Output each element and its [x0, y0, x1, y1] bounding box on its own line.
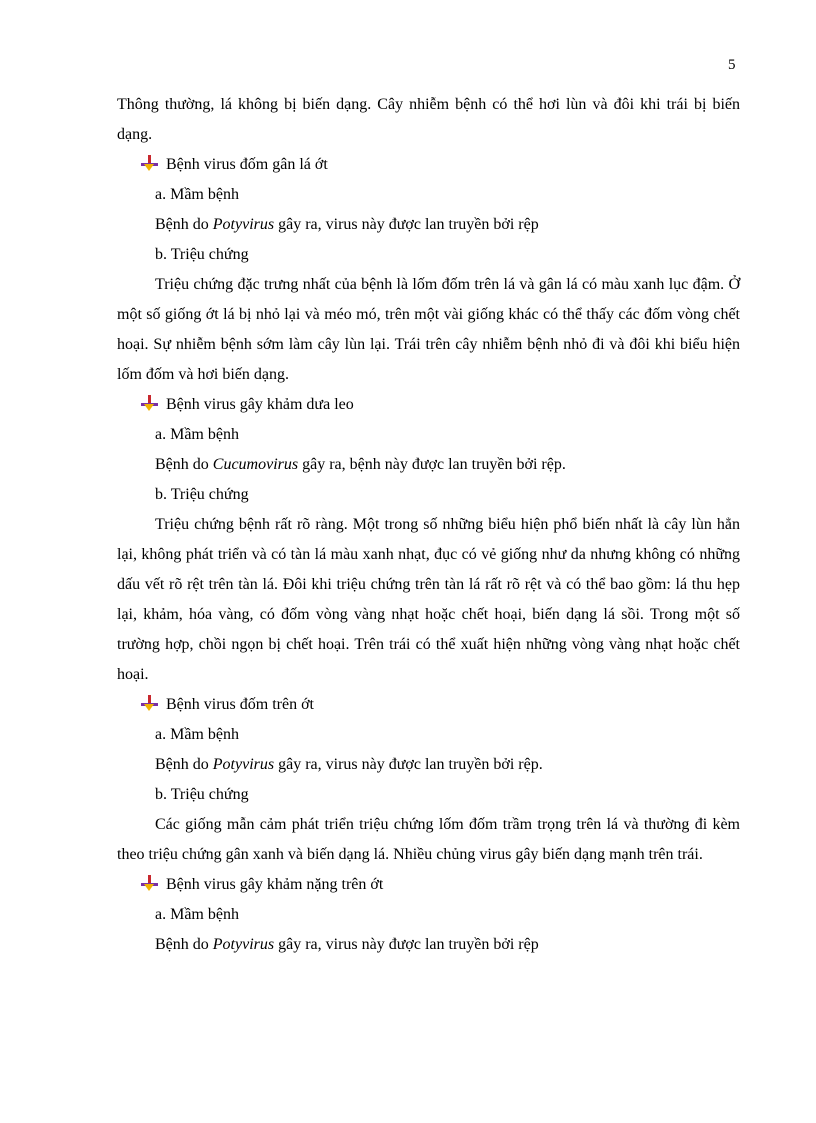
subheading-pathogen: a. Mầm bệnh: [155, 186, 239, 203]
arrow-down-bullet-icon: [141, 155, 158, 171]
subheading-pathogen: a. Mầm bệnh: [155, 426, 239, 443]
pathogen-text: Bệnh do Potyvirus gây ra, virus này được lan truyền bởi rệp: [155, 216, 539, 233]
subheading-symptoms: b. Triệu chứng: [155, 246, 249, 263]
arrow-down-bullet-icon: [141, 875, 158, 891]
virus-genus-name: Potyvirus: [212, 756, 275, 773]
symptoms-paragraph: Triệu chứng bệnh rất rõ ràng. Một trong số những biểu hiện phổ biến nhất là cây lùn hẳn lại, không phát triển và có tàn lá màu xanh nhạt, đục có vẻ giống như da nhưng không có những dấu vết rõ rệt trên tàn lá. Đôi khi triệu chứng trên tàn lá rất rõ rệt và có thể bao gồm: lá thu hẹp lại, khảm, hóa vàng, có đốm vòng vàng nhạt hoặc chết hoại, biến dạng lá sồi. Trong một số trường hợp, chồi ngọn bị chết hoại. Trên trái có thể xuất hiện những vòng vàng nhạt hoặc chết hoại.: [117, 516, 740, 683]
page-number: 5: [728, 57, 736, 73]
subheading-pathogen: a. Mầm bệnh: [155, 726, 239, 743]
paragraph-intro: Thông thường, lá không bị biến dạng. Cây nhiễm bệnh có thể hơi lùn và đôi khi trái bị biến dạng.: [117, 96, 740, 143]
pathogen-text: Bệnh do Potyvirus gây ra, virus này được lan truyền bởi rệp: [155, 936, 539, 953]
virus-genus-name: Cucumovirus: [212, 456, 299, 473]
section-heading-pepper-mottle: Bệnh virus đốm trên ớt: [117, 690, 740, 720]
arrow-down-bullet-icon: [141, 695, 158, 711]
pathogen-text: Bệnh do Potyvirus gây ra, virus này được lan truyền bởi rệp.: [155, 756, 543, 773]
symptoms-paragraph: Triệu chứng đặc trưng nhất của bệnh là lốm đốm trên lá và gân lá có màu xanh lục đậm. Ở một số giống ớt lá bị nhỏ lại và méo mó, trên một vài giống khác có thể thấy các đốm vòng chết hoại. Sự nhiễm bệnh sớm làm cây lùn lại. Trái trên cây nhiễm bệnh nhỏ đi và đôi khi biểu hiện lốm đốm và hơi biến dạng.: [117, 276, 740, 383]
pathogen-text: Bệnh do Cucumovirus gây ra, bệnh này được lan truyền bởi rệp.: [155, 456, 566, 473]
subheading-symptoms: b. Triệu chứng: [155, 486, 249, 503]
virus-genus-name: Potyvirus: [212, 936, 275, 953]
section-heading-chili-vein-mottle: Bệnh virus đốm gân lá ớt: [117, 150, 740, 180]
symptoms-paragraph: Các giống mẫn cảm phát triển triệu chứng lốm đốm trầm trọng trên lá và thường đi kèm theo triệu chứng gân xanh và biến dạng lá. Nhiều chủng virus gây biến dạng mạnh trên trái.: [117, 816, 740, 863]
arrow-down-bullet-icon: [141, 395, 158, 411]
section-heading-pepper-severe-mosaic: Bệnh virus gây khảm nặng trên ớt: [117, 870, 740, 900]
section-heading-cucumber-mosaic: Bệnh virus gây khảm dưa leo: [117, 390, 740, 420]
subheading-pathogen: a. Mầm bệnh: [155, 906, 239, 923]
subheading-symptoms: b. Triệu chứng: [155, 786, 249, 803]
page-content: [117, 90, 740, 960]
virus-genus-name: Potyvirus: [212, 216, 275, 233]
